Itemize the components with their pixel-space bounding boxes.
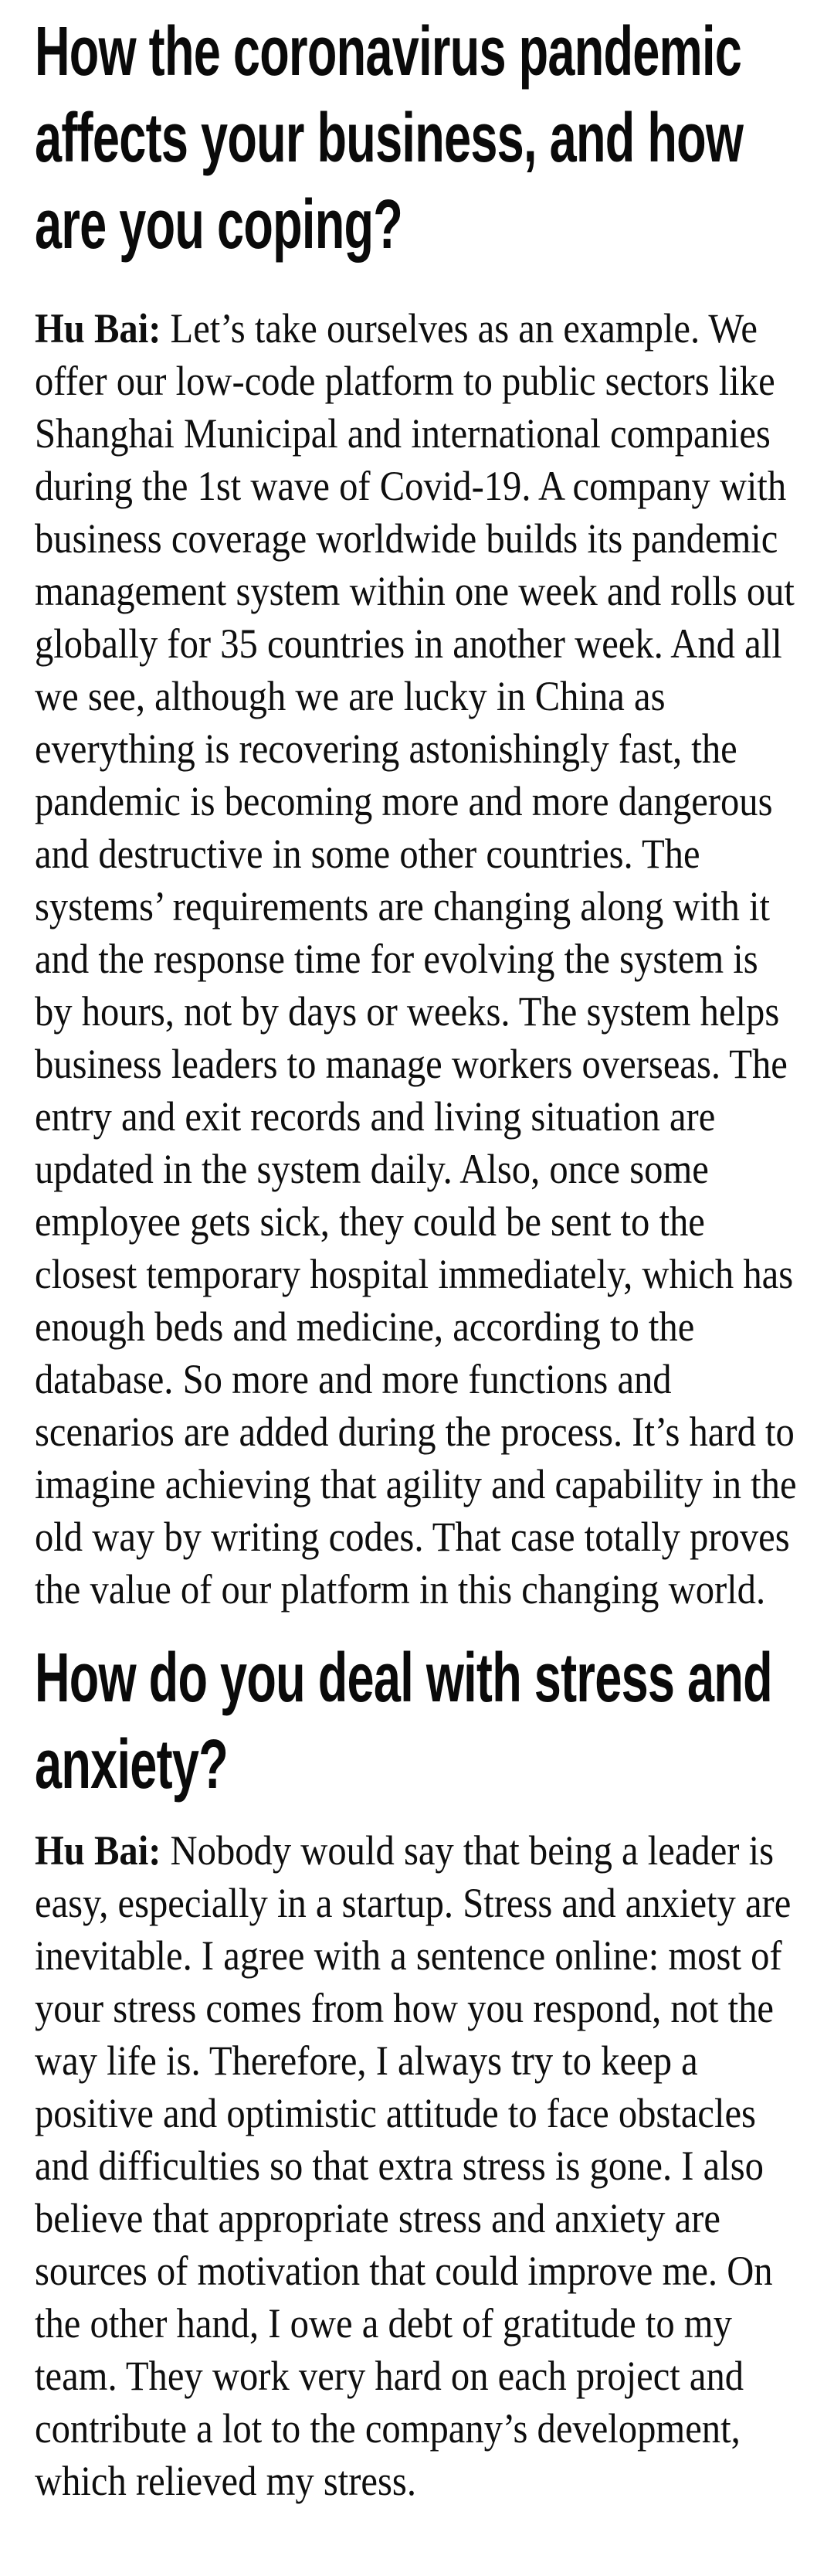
section-heading-pandemic: How the coronavirus pandemic affects your business, and how are you coping? xyxy=(35,13,744,263)
interview-answer-stress xyxy=(35,1824,799,2507)
section-heading-stress: How do you deal with stress and anxiety? xyxy=(35,1640,772,1803)
speaker-name: Hu Bai: xyxy=(35,305,161,352)
article-section-pandemic xyxy=(35,8,799,1616)
speaker-name: Hu Bai: xyxy=(35,1827,161,1874)
interview-answer-pandemic xyxy=(35,302,799,1616)
answer-text: Nobody would say that being a leader is easy, especially in a startup. Stress and anxiety are inevitable. I agree with a sentence online: most of your stress comes from how you respond, not the way life is. Therefore, I always try to keep a positive and optimistic attitude to face obstacles and difficulties so that extra stress is gone. I also believe that appropriate stress and anxiety are sources of motivation that could improve me. On the other hand, I owe a debt of gratitude to my team. They work very hard on each project and contribute a lot to the company’s development, which relieved my stress. xyxy=(35,1827,792,2504)
answer-text: Let’s take ourselves as an example. We offer our low-code platform to public sectors like Shanghai Municipal and international companies during the 1st wave of Covid-19. A company with business coverage worldwide builds its pandemic management system within one week and rolls out globally for 35 countries in another week. And all we see, although we are lucky in China as everything is recovering astonishingly fast, the pandemic is becoming more and more dangerous and destructive in some other countries. The systems’ requirements are changing along with it and the response time for evolving the system is by hours, not by days or weeks. The system helps business leaders to manage workers overseas. The entry and exit records and living situation are updated in the system daily. Also, once some employee gets sick, they could be sent to the closest temporary hospital immediately, which has enough beds and medicine, according to the database. So more and more functions and scenarios are added during the process. It’s hard to imagine achieving that agility and capability in the old way by writing codes. That case totally proves the value of our platform in this changing world. xyxy=(35,305,797,1613)
article-section-stress xyxy=(35,1635,799,2507)
